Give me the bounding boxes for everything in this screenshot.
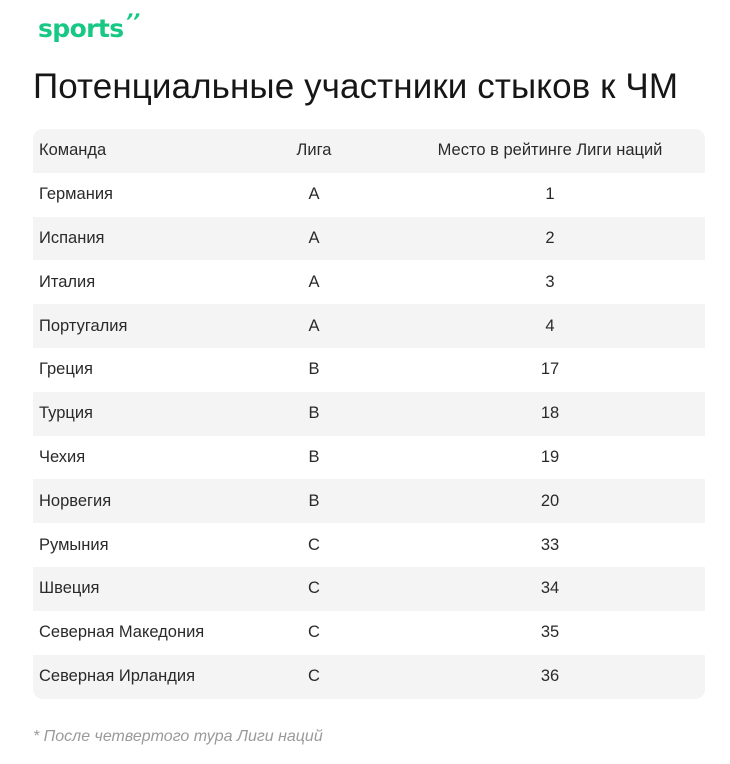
league-cell: C — [308, 535, 320, 554]
team-cell: Италия — [39, 272, 96, 291]
table-row — [33, 611, 705, 655]
league-cell: B — [308, 491, 320, 510]
league-cell: A — [308, 185, 320, 204]
rank-cell: 20 — [540, 491, 560, 510]
logo-mark-icon: ’’ — [121, 9, 142, 33]
league-cell: A — [308, 228, 320, 247]
team-cell: Испания — [39, 228, 105, 247]
team-cell: Чехия — [39, 447, 86, 466]
team-cell: Северная Ирландия — [39, 666, 196, 685]
league-cell: C — [308, 666, 320, 685]
footnote: * После четвертого тура Лиги наций — [33, 728, 323, 745]
table-row — [33, 567, 705, 611]
league-cell: A — [308, 316, 320, 335]
sports-logo — [38, 9, 142, 46]
header-rank: Место в рейтинге Лиги наций — [437, 141, 663, 160]
rank-cell: 3 — [545, 272, 555, 291]
rank-cell: 35 — [540, 623, 560, 642]
header-team: Команда — [39, 141, 107, 160]
header-league: Лига — [296, 141, 332, 160]
rank-cell: 18 — [540, 404, 560, 423]
rank-cell: 4 — [545, 316, 555, 335]
rank-cell: 34 — [540, 579, 560, 598]
league-cell: C — [308, 623, 320, 642]
rank-cell: 19 — [540, 447, 560, 466]
standings-table — [33, 129, 705, 699]
league-cell: C — [308, 579, 320, 598]
team-cell: Португалия — [39, 316, 128, 335]
team-cell: Швеция — [39, 579, 100, 598]
table-row — [33, 655, 705, 699]
rank-cell: 1 — [545, 185, 555, 204]
table-row — [33, 392, 705, 436]
team-cell: Румыния — [39, 535, 109, 554]
rank-cell: 33 — [540, 535, 560, 554]
team-cell: Греция — [39, 360, 93, 379]
table-row — [33, 304, 705, 348]
table-body — [33, 173, 705, 699]
league-cell: B — [308, 360, 320, 379]
table-header-row — [33, 129, 705, 173]
page-title: Потенциальные участники стыков к ЧМ — [33, 67, 679, 106]
team-cell: Северная Македония — [39, 623, 205, 642]
team-cell: Норвегия — [39, 491, 112, 510]
table-row — [33, 479, 705, 523]
league-cell: B — [308, 447, 320, 466]
table-row — [33, 436, 705, 480]
rank-cell: 17 — [540, 360, 560, 379]
table-row — [33, 217, 705, 261]
league-cell: A — [308, 272, 320, 291]
logo-text: sports — [38, 13, 124, 43]
rank-cell: 2 — [545, 228, 555, 247]
table-row — [33, 348, 705, 392]
table-row — [33, 260, 705, 304]
team-cell: Германия — [39, 185, 113, 204]
rank-cell: 36 — [540, 666, 560, 685]
league-cell: B — [308, 404, 320, 423]
team-cell: Турция — [39, 404, 93, 423]
table-row — [33, 523, 705, 567]
table-row — [33, 173, 705, 217]
